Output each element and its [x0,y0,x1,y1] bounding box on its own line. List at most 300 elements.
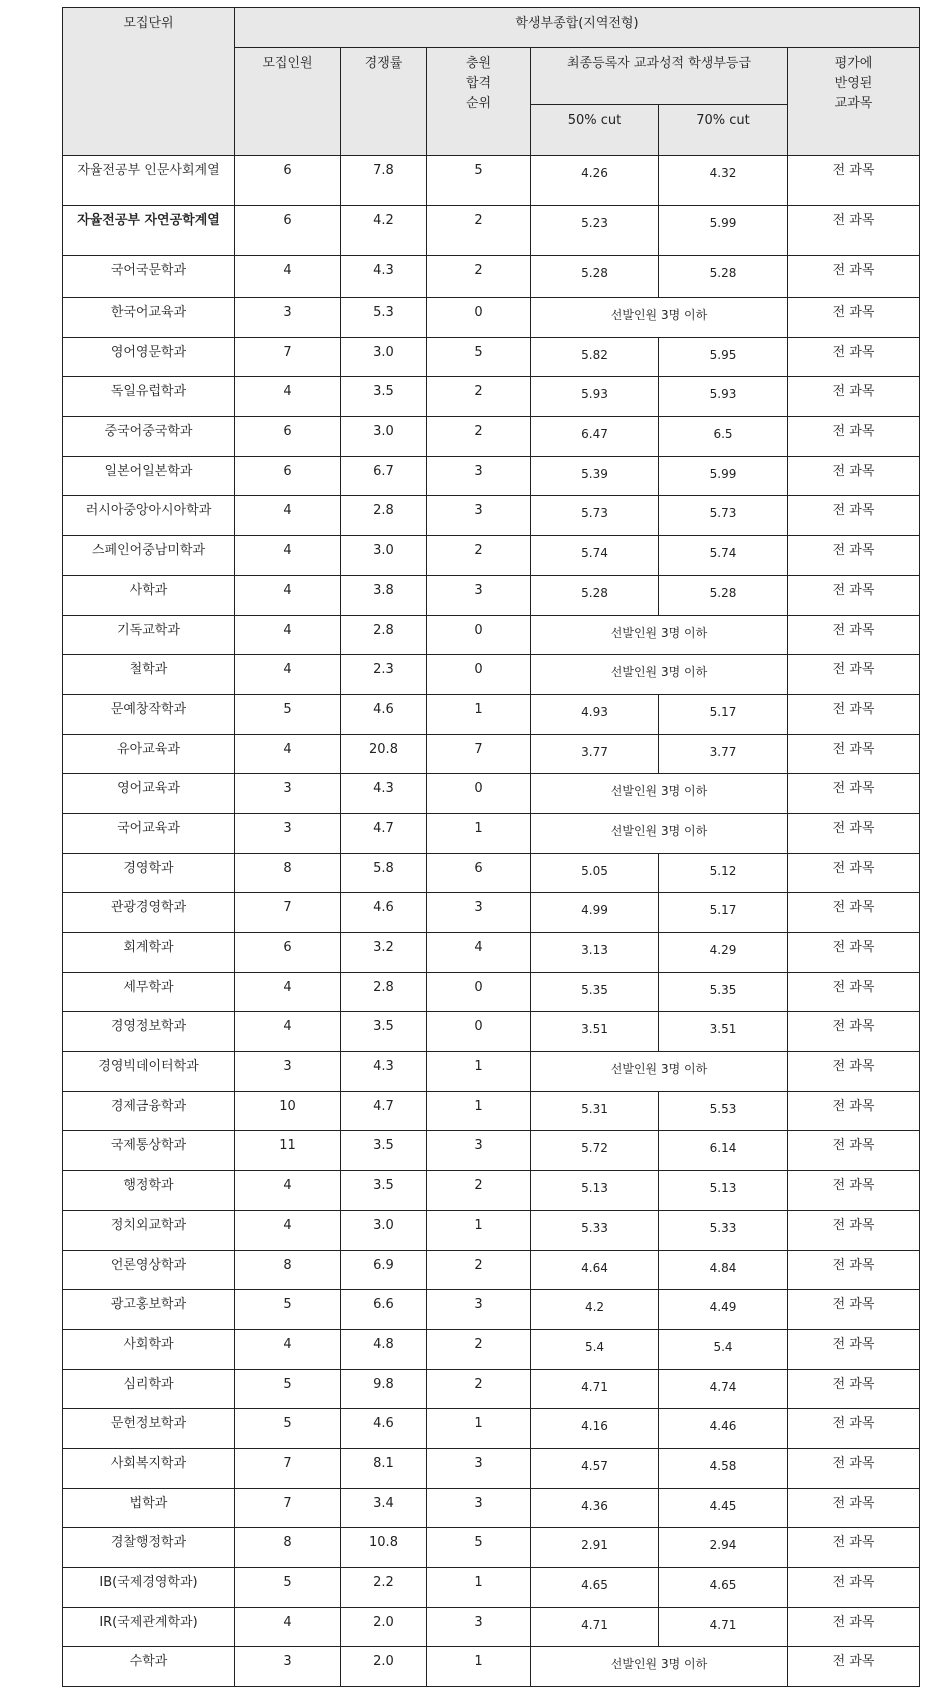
waitlist-rank-cell: 2 [427,536,531,576]
subjects-cell: 전 과목 [788,377,920,417]
cut70-cell: 5.17 [659,893,788,933]
header-grade: 최종등록자 교과성적 학생부등급 [531,48,788,105]
quota-cell: 7 [235,893,341,933]
unit-name: 경영정보학과 [63,1012,235,1052]
ratio-cell: 3.5 [341,1131,427,1171]
waitlist-rank-cell: 3 [427,1488,531,1528]
quota-cell: 4 [235,1210,341,1250]
quota-cell: 6 [235,156,341,206]
cut50-cell: 5.28 [531,575,659,615]
cut50-cell: 3.51 [531,1012,659,1052]
unit-name: 국제통상학과 [63,1131,235,1171]
cut50-cell: 4.57 [531,1448,659,1488]
ratio-cell: 3.5 [341,377,427,417]
subjects-cell: 전 과목 [788,774,920,814]
waitlist-rank-cell: 5 [427,1528,531,1568]
unit-name: IB(국제경영학과) [63,1568,235,1608]
unit-name: 사회복지학과 [63,1448,235,1488]
waitlist-rank-cell: 2 [427,1250,531,1290]
cut50-cell: 4.2 [531,1290,659,1330]
waitlist-rank-cell: 3 [427,575,531,615]
quota-cell: 4 [235,536,341,576]
subjects-cell: 전 과목 [788,1568,920,1608]
cut70-cell: 6.14 [659,1131,788,1171]
cut50-cell: 4.65 [531,1568,659,1608]
waitlist-rank-cell: 4 [427,933,531,973]
subjects-cell: 전 과목 [788,1607,920,1647]
ratio-cell: 2.8 [341,972,427,1012]
quota-cell: 4 [235,575,341,615]
cut50-cell: 4.64 [531,1250,659,1290]
ratio-cell: 4.8 [341,1329,427,1369]
ratio-cell: 4.7 [341,813,427,853]
cut50-cell: 4.36 [531,1488,659,1528]
grade-note-cell: 선발인원 3명 이하 [531,298,788,338]
table-row [63,1290,920,1330]
unit-name: 러시아중앙아시아학과 [63,496,235,536]
quota-cell: 8 [235,853,341,893]
cut50-cell: 5.33 [531,1210,659,1250]
waitlist-rank-cell: 0 [427,972,531,1012]
table-row [63,1250,920,1290]
unit-name: 경제금융학과 [63,1091,235,1131]
quota-cell: 6 [235,933,341,973]
quota-cell: 5 [235,1290,341,1330]
ratio-cell: 7.8 [341,156,427,206]
ratio-cell: 3.0 [341,1210,427,1250]
quota-cell: 4 [235,1012,341,1052]
table-row [63,893,920,933]
cut70-cell: 4.58 [659,1448,788,1488]
waitlist-rank-cell: 0 [427,1012,531,1052]
cut70-cell: 5.99 [659,456,788,496]
subjects-cell: 전 과목 [788,813,920,853]
quota-cell: 11 [235,1131,341,1171]
cut50-cell: 5.73 [531,496,659,536]
quota-cell: 4 [235,1607,341,1647]
table-row [63,694,920,734]
subjects-cell: 전 과목 [788,1290,920,1330]
unit-name: 한국어교육과 [63,298,235,338]
ratio-cell: 4.3 [341,1052,427,1092]
cut70-cell: 4.65 [659,1568,788,1608]
subjects-cell: 전 과목 [788,337,920,377]
ratio-cell: 3.5 [341,1012,427,1052]
unit-name: 기독교학과 [63,615,235,655]
cut70-cell: 5.17 [659,694,788,734]
subjects-cell: 전 과목 [788,156,920,206]
header-unit: 모집단위 [63,8,235,156]
waitlist-rank-cell: 3 [427,1607,531,1647]
subjects-cell: 전 과목 [788,298,920,338]
cut70-cell: 5.33 [659,1210,788,1250]
table-row [63,456,920,496]
quota-cell: 4 [235,377,341,417]
cut70-cell: 5.95 [659,337,788,377]
cut50-cell: 5.13 [531,1171,659,1211]
cut70-cell: 5.74 [659,536,788,576]
ratio-cell: 10.8 [341,1528,427,1568]
quota-cell: 5 [235,1568,341,1608]
cut50-cell: 3.13 [531,933,659,973]
subjects-cell: 전 과목 [788,256,920,298]
cut50-cell: 4.16 [531,1409,659,1449]
table-row [63,1369,920,1409]
table-row [63,156,920,206]
ratio-cell: 3.2 [341,933,427,973]
unit-name: 철학과 [63,655,235,695]
waitlist-rank-cell: 1 [427,813,531,853]
waitlist-rank-cell: 0 [427,615,531,655]
quota-cell: 4 [235,1171,341,1211]
subjects-cell: 전 과목 [788,206,920,256]
waitlist-rank-cell: 3 [427,456,531,496]
quota-cell: 4 [235,256,341,298]
unit-name: 영어교육과 [63,774,235,814]
table-row [63,1448,920,1488]
unit-name: 자율전공부 인문사회계열 [63,156,235,206]
waitlist-rank-cell: 2 [427,1329,531,1369]
cut70-cell: 4.45 [659,1488,788,1528]
waitlist-rank-cell: 1 [427,1210,531,1250]
table-row [63,1647,920,1687]
cut50-cell: 5.39 [531,456,659,496]
unit-name: 경영학과 [63,853,235,893]
ratio-cell: 9.8 [341,1369,427,1409]
unit-name: 문헌정보학과 [63,1409,235,1449]
waitlist-rank-cell: 2 [427,1369,531,1409]
ratio-cell: 3.0 [341,417,427,457]
table-row [63,1091,920,1131]
cut70-cell: 5.73 [659,496,788,536]
unit-name: 국어국문학과 [63,256,235,298]
cut50-cell: 5.23 [531,206,659,256]
ratio-cell: 4.6 [341,893,427,933]
unit-name: 법학과 [63,1488,235,1528]
ratio-cell: 3.5 [341,1171,427,1211]
grade-note-cell: 선발인원 3명 이하 [531,655,788,695]
quota-cell: 3 [235,1052,341,1092]
unit-name: 심리학과 [63,1369,235,1409]
unit-name: 세무학과 [63,972,235,1012]
subjects-cell: 전 과목 [788,1488,920,1528]
unit-name: 자율전공부 자연공학계열 [63,206,235,256]
grade-note-cell: 선발인원 3명 이하 [531,774,788,814]
cut50-cell: 4.71 [531,1369,659,1409]
quota-cell: 6 [235,417,341,457]
quota-cell: 5 [235,694,341,734]
subjects-cell: 전 과목 [788,1210,920,1250]
cut50-cell: 6.47 [531,417,659,457]
table-row [63,536,920,576]
subjects-cell: 전 과목 [788,933,920,973]
ratio-cell: 3.0 [341,337,427,377]
page-margin [922,0,944,1691]
unit-name: 수학과 [63,1647,235,1687]
cut70-cell: 4.29 [659,933,788,973]
quota-cell: 8 [235,1250,341,1290]
header-cut50: 50% cut [531,105,659,156]
waitlist-rank-cell: 2 [427,256,531,298]
ratio-cell: 5.8 [341,853,427,893]
quota-cell: 8 [235,1528,341,1568]
table-row [63,1528,920,1568]
cut70-cell: 5.53 [659,1091,788,1131]
waitlist-rank-cell: 3 [427,496,531,536]
ratio-cell: 4.6 [341,1409,427,1449]
waitlist-rank-cell: 1 [427,1568,531,1608]
cut70-cell: 4.46 [659,1409,788,1449]
ratio-cell: 2.8 [341,615,427,655]
cut50-cell: 3.77 [531,734,659,774]
unit-name: 국어교육과 [63,813,235,853]
subjects-cell: 전 과목 [788,1528,920,1568]
table-row [63,655,920,695]
quota-cell: 4 [235,972,341,1012]
cut70-cell: 3.51 [659,1012,788,1052]
cut70-cell: 2.94 [659,1528,788,1568]
waitlist-rank-cell: 5 [427,337,531,377]
cut70-cell: 5.13 [659,1171,788,1211]
table-row [63,1488,920,1528]
cut50-cell: 5.93 [531,377,659,417]
waitlist-rank-cell: 6 [427,853,531,893]
unit-name: 언론영상학과 [63,1250,235,1290]
unit-name: 행정학과 [63,1171,235,1211]
unit-name: 문예창작학과 [63,694,235,734]
subjects-cell: 전 과목 [788,615,920,655]
table-row [63,1607,920,1647]
subjects-cell: 전 과목 [788,1409,920,1449]
cut50-cell: 5.4 [531,1329,659,1369]
cut50-cell: 5.35 [531,972,659,1012]
cut50-cell: 4.71 [531,1607,659,1647]
table-row [63,1409,920,1449]
unit-name: 일본어일본학과 [63,456,235,496]
quota-cell: 3 [235,1647,341,1687]
ratio-cell: 5.3 [341,298,427,338]
cut50-cell: 5.74 [531,536,659,576]
quota-cell: 4 [235,734,341,774]
subjects-cell: 전 과목 [788,1250,920,1290]
cut70-cell: 4.32 [659,156,788,206]
cut50-cell: 4.26 [531,156,659,206]
quota-cell: 5 [235,1409,341,1449]
table-row [63,206,920,256]
table-row [63,813,920,853]
waitlist-rank-cell: 1 [427,1091,531,1131]
subjects-cell: 전 과목 [788,1329,920,1369]
cut70-cell: 5.99 [659,206,788,256]
waitlist-rank-cell: 7 [427,734,531,774]
table-row [63,1329,920,1369]
quota-cell: 3 [235,813,341,853]
quota-cell: 3 [235,298,341,338]
quota-cell: 4 [235,615,341,655]
cut70-cell: 3.77 [659,734,788,774]
ratio-cell: 4.3 [341,774,427,814]
subjects-cell: 전 과목 [788,655,920,695]
cut70-cell: 4.84 [659,1250,788,1290]
subjects-cell: 전 과목 [788,417,920,457]
subjects-cell: 전 과목 [788,1171,920,1211]
subjects-cell: 전 과목 [788,536,920,576]
grade-note-cell: 선발인원 3명 이하 [531,813,788,853]
waitlist-rank-cell: 2 [427,1171,531,1211]
waitlist-rank-cell: 3 [427,1131,531,1171]
cut70-cell: 5.93 [659,377,788,417]
quota-cell: 4 [235,1329,341,1369]
waitlist-rank-cell: 0 [427,655,531,695]
quota-cell: 6 [235,206,341,256]
table-row [63,853,920,893]
quota-cell: 4 [235,496,341,536]
ratio-cell: 4.6 [341,694,427,734]
table-row [63,575,920,615]
cut70-cell: 4.74 [659,1369,788,1409]
waitlist-rank-cell: 3 [427,1448,531,1488]
subjects-cell: 전 과목 [788,1012,920,1052]
unit-name: 관광경영학과 [63,893,235,933]
subjects-cell: 전 과목 [788,734,920,774]
table-row [63,734,920,774]
cut50-cell: 5.31 [531,1091,659,1131]
quota-cell: 10 [235,1091,341,1131]
header-subjects: 평가에 반영된 교과목 [788,48,920,156]
grade-note-cell: 선발인원 3명 이하 [531,1647,788,1687]
cut70-cell: 5.4 [659,1329,788,1369]
header-group: 학생부종합(지역전형) [235,8,920,48]
header-waitlist: 충원 합격 순위 [427,48,531,156]
table-row [63,337,920,377]
waitlist-rank-cell: 1 [427,1409,531,1449]
ratio-cell: 3.8 [341,575,427,615]
unit-name: 독일유럽학과 [63,377,235,417]
table-row [63,1131,920,1171]
ratio-cell: 6.7 [341,456,427,496]
ratio-cell: 6.6 [341,1290,427,1330]
table-row [63,972,920,1012]
waitlist-rank-cell: 1 [427,1052,531,1092]
unit-name: 경찰행정학과 [63,1528,235,1568]
unit-name: 영어영문학과 [63,337,235,377]
ratio-cell: 8.1 [341,1448,427,1488]
cut70-cell: 5.28 [659,575,788,615]
subjects-cell: 전 과목 [788,496,920,536]
cut70-cell: 5.12 [659,853,788,893]
unit-name: 광고홍보학과 [63,1290,235,1330]
table-row [63,1171,920,1211]
waitlist-rank-cell: 3 [427,893,531,933]
table-row [63,417,920,457]
ratio-cell: 3.4 [341,1488,427,1528]
table-row [63,377,920,417]
unit-name: 중국어중국학과 [63,417,235,457]
unit-name: 스페인어중남미학과 [63,536,235,576]
grade-note-cell: 선발인원 3명 이하 [531,1052,788,1092]
header-cut70: 70% cut [659,105,788,156]
unit-name: 정치외교학과 [63,1210,235,1250]
unit-name: 사회학과 [63,1329,235,1369]
table-row [63,1012,920,1052]
admissions-results-table [62,7,920,1687]
quota-cell: 6 [235,456,341,496]
table-row [63,298,920,338]
quota-cell: 5 [235,1369,341,1409]
subjects-cell: 전 과목 [788,1369,920,1409]
ratio-cell: 2.3 [341,655,427,695]
waitlist-rank-cell: 2 [427,417,531,457]
cut70-cell: 4.71 [659,1607,788,1647]
cut50-cell: 4.99 [531,893,659,933]
table-row [63,1210,920,1250]
unit-name: 유아교육과 [63,734,235,774]
unit-name: 경영빅데이터학과 [63,1052,235,1092]
table-row [63,615,920,655]
waitlist-rank-cell: 3 [427,1290,531,1330]
quota-cell: 7 [235,337,341,377]
cut50-cell: 5.28 [531,256,659,298]
quota-cell: 7 [235,1488,341,1528]
cut50-cell: 5.05 [531,853,659,893]
table-row [63,1052,920,1092]
grade-note-cell: 선발인원 3명 이하 [531,615,788,655]
subjects-cell: 전 과목 [788,1647,920,1687]
waitlist-rank-cell: 1 [427,694,531,734]
ratio-cell: 2.8 [341,496,427,536]
ratio-cell: 2.2 [341,1568,427,1608]
subjects-cell: 전 과목 [788,575,920,615]
subjects-cell: 전 과목 [788,694,920,734]
unit-name: IR(국제관계학과) [63,1607,235,1647]
cut70-cell: 4.49 [659,1290,788,1330]
ratio-cell: 6.9 [341,1250,427,1290]
cut70-cell: 5.35 [659,972,788,1012]
subjects-cell: 전 과목 [788,972,920,1012]
quota-cell: 3 [235,774,341,814]
waitlist-rank-cell: 2 [427,377,531,417]
waitlist-rank-cell: 0 [427,298,531,338]
unit-name: 회계학과 [63,933,235,973]
cut50-cell: 4.93 [531,694,659,734]
subjects-cell: 전 과목 [788,1052,920,1092]
table-row [63,256,920,298]
subjects-cell: 전 과목 [788,456,920,496]
waitlist-rank-cell: 1 [427,1647,531,1687]
unit-name: 사학과 [63,575,235,615]
quota-cell: 7 [235,1448,341,1488]
cut50-cell: 2.91 [531,1528,659,1568]
cut70-cell: 6.5 [659,417,788,457]
cut50-cell: 5.72 [531,1131,659,1171]
subjects-cell: 전 과목 [788,893,920,933]
ratio-cell: 2.0 [341,1607,427,1647]
table-row [63,496,920,536]
ratio-cell: 4.2 [341,206,427,256]
subjects-cell: 전 과목 [788,853,920,893]
waitlist-rank-cell: 5 [427,156,531,206]
subjects-cell: 전 과목 [788,1448,920,1488]
ratio-cell: 2.0 [341,1647,427,1687]
header-quota: 모집인원 [235,48,341,156]
table-row [63,933,920,973]
cut70-cell: 5.28 [659,256,788,298]
ratio-cell: 3.0 [341,536,427,576]
ratio-cell: 4.7 [341,1091,427,1131]
waitlist-rank-cell: 0 [427,774,531,814]
ratio-cell: 20.8 [341,734,427,774]
header-ratio: 경쟁률 [341,48,427,156]
